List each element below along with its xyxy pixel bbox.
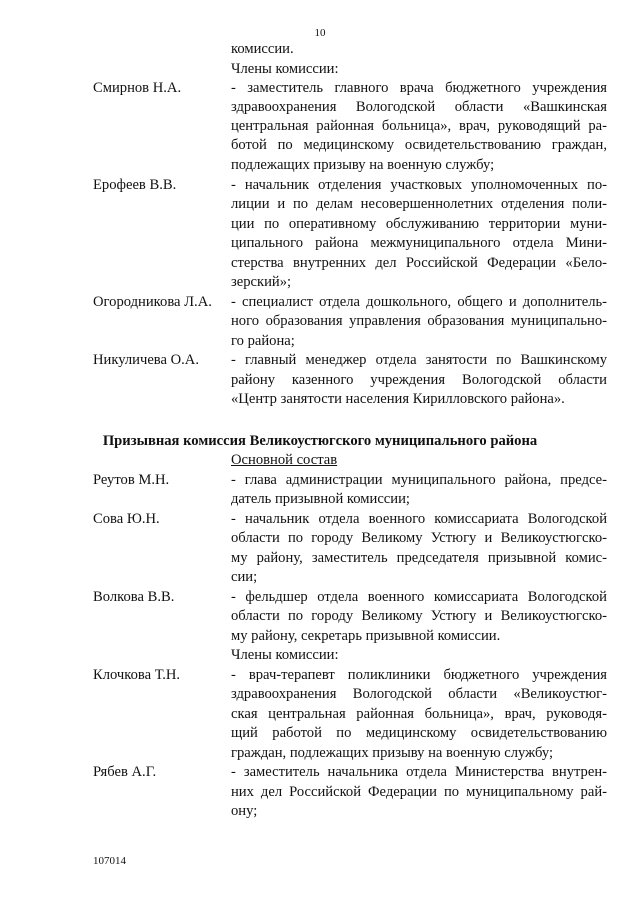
member-role-line: них дел Российской Федерации по муниципальному рай- — [231, 784, 607, 800]
member-role-line: - фельдшер отдела военного комиссариата Вологодской — [231, 589, 607, 605]
member-role-line: ции по оперативному обслуживанию территории муни- — [231, 216, 607, 232]
member-role-line: го района; — [231, 333, 295, 349]
member-role-line: - глава администрации муниципального района, предсе- — [231, 472, 607, 488]
member-role-line: му району, секретарь призывной комиссии. — [231, 628, 501, 644]
members-heading: Члены комиссии: — [231, 647, 339, 663]
member-role-line: - специалист отдела дошкольного, общего и дополнитель- — [231, 294, 607, 310]
section-title: Призывная комиссия Великоустюгского муниципального района — [102, 433, 538, 449]
member-role-line: - заместитель главного врача бюджетного учреждения — [231, 80, 607, 96]
member-role-line: - начальник отдела военного комиссариата Вологодской — [231, 511, 607, 527]
member-role-line: здравоохранения Вологодской области «Вашкинская — [231, 99, 607, 115]
member-role-line: области по городу Великому Устюгу и Великоустюгско- — [231, 530, 607, 546]
member-name: Рябев А.Г. — [93, 764, 157, 780]
member-role-line: ону; — [231, 803, 258, 819]
member-name: Волкова В.В. — [93, 589, 175, 605]
member-name: Реутов М.Н. — [93, 472, 170, 488]
page-number: 10 — [314, 27, 326, 39]
member-role-line: ская центральная районная больница», врач, руководя- — [231, 706, 607, 722]
member-role-line: - начальник отделения участковых уполномоченных по- — [231, 177, 607, 193]
member-role-line: подлежащих призыву на военную службу; — [231, 157, 495, 173]
member-role-line: области по городу Великому Устюгу и Великоустюгско- — [231, 608, 607, 624]
member-role-line: зерский»; — [231, 274, 292, 290]
member-name: Смирнов Н.А. — [93, 80, 182, 96]
member-role-line: датель призывной комиссии; — [231, 491, 410, 507]
member-role-line: граждан, подлежащих призыву на военную службу; — [231, 745, 554, 761]
member-role-line: здравоохранения Вологодской области «Великоустюг- — [231, 686, 607, 702]
member-role-line: ного образования управления образования муниципально- — [231, 313, 607, 329]
member-role-line: - заместитель начальника отдела Министерства внутрен- — [231, 764, 607, 780]
member-name: Ерофеев В.В. — [93, 177, 177, 193]
member-role-line: - врач-терапевт поликлиники бюджетного учреждения — [231, 667, 607, 683]
member-role-line: - главный менеджер отдела занятости по Вашкинскому — [231, 352, 607, 368]
member-role-line: стерства внутренних дел Российской Федерации «Бело- — [231, 255, 607, 271]
member-name: Клочкова Т.Н. — [93, 667, 181, 683]
member-role-line: центральная районная больница», врач, руководящий ра- — [231, 118, 607, 134]
member-role-line: щий работой по медицинскому освидетельствованию — [231, 725, 607, 741]
member-role-line: ципального района межмуниципального отдела Мини- — [231, 235, 607, 251]
member-name: Огородникова Л.А. — [93, 294, 212, 310]
member-role-line: му району, заместитель председателя призывной комис- — [231, 550, 607, 566]
member-role-line: лиции и по делам несовершеннолетних отделения поли- — [231, 196, 607, 212]
main-composition-heading: Основной состав — [231, 452, 338, 468]
member-role-line: району казенного учреждения Вологодской области — [231, 372, 607, 388]
members-heading: Члены комиссии: — [231, 61, 339, 77]
member-role-line: ботой по медицинскому освидетельствованию граждан, — [231, 137, 607, 153]
continuation-line: комиссии. — [231, 41, 294, 57]
member-role-line: сии; — [231, 569, 258, 585]
member-name: Никуличева О.А. — [93, 352, 199, 368]
member-role-line: «Центр занятости населения Кирилловского района». — [231, 391, 565, 407]
member-name: Сова Ю.Н. — [93, 511, 160, 527]
footer-code: 107014 — [93, 855, 126, 867]
